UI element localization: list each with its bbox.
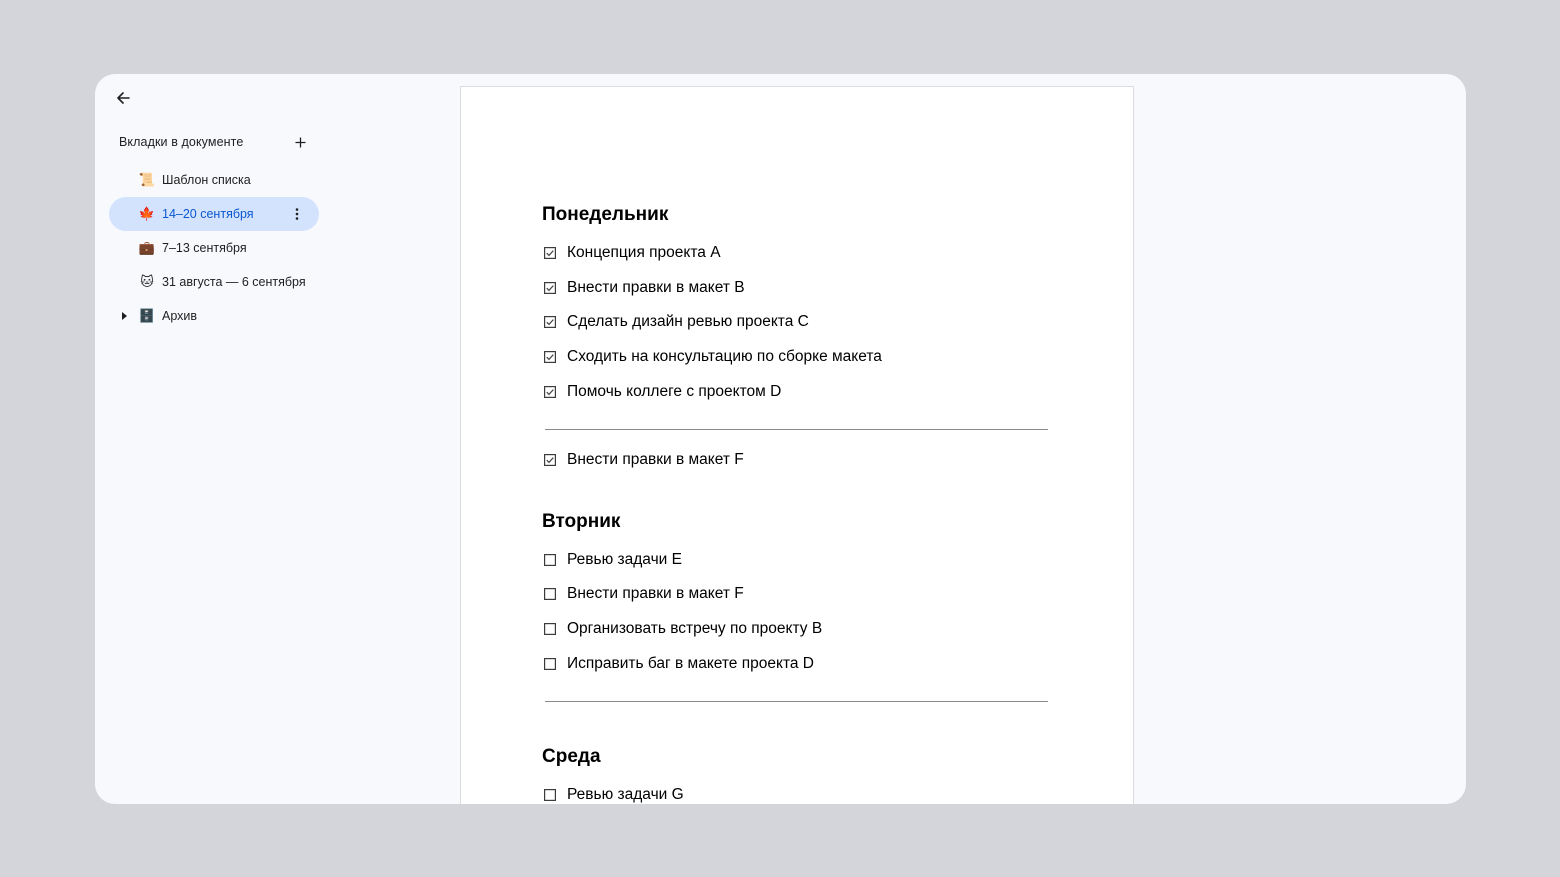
checklist-item: [542, 778, 1052, 804]
checklist-item: [542, 305, 1052, 340]
tab-label: 31 августа — 6 сентября: [162, 275, 306, 289]
tabs-panel-header: [119, 132, 309, 152]
expand-arrow-button[interactable]: [119, 311, 129, 321]
checkbox-unchecked-icon[interactable]: [544, 554, 556, 566]
tab-archive[interactable]: [109, 299, 319, 333]
checkbox-unchecked-icon[interactable]: [544, 623, 556, 635]
plus-icon: [295, 137, 306, 148]
checklist-item: [542, 612, 1052, 647]
checklist-item: [542, 340, 1052, 375]
briefcase-icon: 💼: [138, 240, 156, 255]
checklist-item: [542, 271, 1052, 306]
file-cabinet-icon: 🗄️: [138, 308, 156, 323]
heading-monday: Понедельник: [542, 204, 669, 225]
checkbox-checked-icon[interactable]: [544, 351, 556, 363]
checklist-item: [542, 577, 1052, 612]
maple-leaf-icon: 🍁: [138, 206, 156, 221]
checklist-item: [542, 646, 1052, 681]
document-tabs-list: [109, 163, 319, 333]
checkbox-unchecked-icon[interactable]: [544, 658, 556, 670]
tab-label: Архив: [162, 309, 198, 323]
add-tab-button[interactable]: [291, 133, 309, 151]
checklist-item-text: Ревью задачи E: [567, 550, 682, 568]
checkbox-checked-icon[interactable]: [544, 316, 556, 328]
checklist-item-text: Ревью задачи G: [567, 786, 684, 804]
tab-label: 14–20 сентября: [162, 207, 254, 221]
tab-sep-14-20[interactable]: [109, 197, 319, 231]
tab-label: 7–13 сентября: [162, 241, 247, 255]
tab-label: Шаблон списка: [162, 173, 251, 187]
checkbox-checked-icon[interactable]: [544, 282, 556, 294]
checkbox-checked-icon[interactable]: [544, 454, 556, 466]
heading-wednesday: Среда: [542, 745, 601, 767]
tab-more-options-button[interactable]: [289, 206, 305, 222]
checklist-item-text: Сходить на консультацию по сборке макета: [567, 348, 882, 366]
heading-tuesday: Вторник: [542, 510, 621, 532]
back-button[interactable]: [111, 86, 135, 110]
checklist-item-text: Внести правки в макет B: [567, 278, 745, 296]
tab-sep-7-13[interactable]: [109, 231, 319, 265]
cat-icon: 🐱: [140, 274, 154, 289]
checklist-item: [542, 443, 1052, 478]
document-page[interactable]: [460, 86, 1134, 804]
checklist-item-text: Исправить баг в макете проекта D: [567, 654, 814, 672]
checklist-item-text: Помочь коллеге с проектом D: [567, 382, 782, 400]
checkbox-unchecked-icon[interactable]: [544, 789, 556, 801]
caret-right-icon: [122, 312, 127, 320]
checklist-item-text: Сделать дизайн ревью проекта C: [567, 313, 809, 331]
checklist-item: [542, 543, 1052, 578]
more-vert-icon: [295, 208, 299, 220]
checklist-item: [542, 374, 1052, 409]
checklist-item-text: Внести правки в макет F: [567, 451, 744, 469]
tabs-panel-title: Вкладки в документе: [119, 135, 244, 149]
checklist-item-text: Организовать встречу по проекту B: [567, 620, 823, 638]
checklist-item-text: Внести правки в макет F: [567, 585, 744, 603]
tab-aug31-sep6[interactable]: [109, 265, 319, 299]
docs-window: [95, 74, 1466, 804]
checkbox-unchecked-icon[interactable]: [544, 588, 556, 600]
checkbox-checked-icon[interactable]: [544, 386, 556, 398]
document-body: [542, 202, 1052, 804]
checkbox-checked-icon[interactable]: [544, 247, 556, 259]
checklist-item: [542, 236, 1052, 271]
arrow-back-icon: [115, 90, 131, 106]
scroll-icon: 📜: [138, 172, 156, 187]
tab-template[interactable]: [109, 163, 319, 197]
checklist-item-text: Концепция проекта A: [567, 244, 721, 262]
